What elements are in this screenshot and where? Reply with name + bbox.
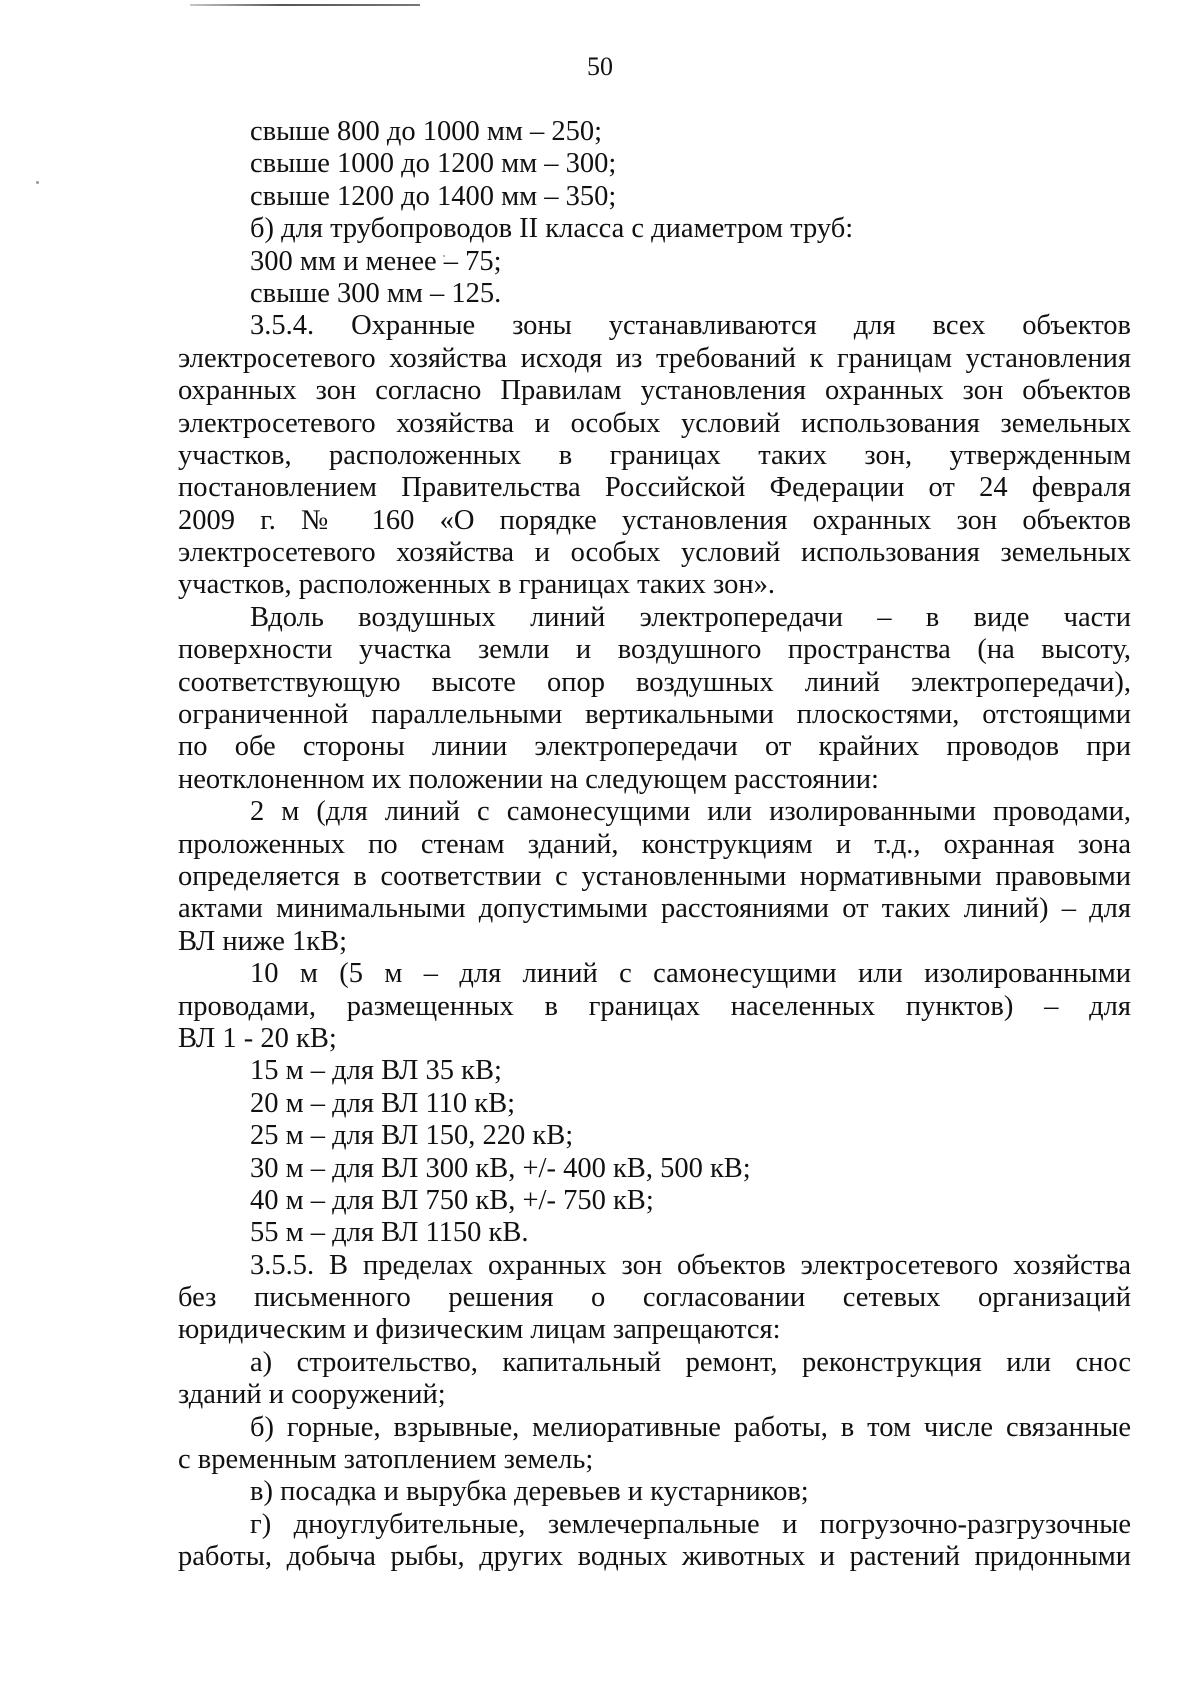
scan-top-edge-line [190, 4, 420, 6]
text-line: 30 м – для ВЛ 300 кВ, +/- 400 кВ, 500 кВ; [250, 1152, 751, 1184]
text-line: 10 м (5 м – для линий с самонесущими или изолированными [250, 958, 1131, 990]
text-line: электросетевого хозяйства исходя из требований к границам установления [178, 342, 1131, 374]
page-number: 50 [587, 52, 613, 81]
text-line: а) строительство, капитальный ремонт, реконструкция или снос [250, 1346, 1131, 1378]
text-line: г) дноуглубительные, землечерпальные и погрузочно-разгрузочные [250, 1508, 1131, 1540]
text-line: юридическим и физическим лицам запрещаются: [178, 1314, 781, 1346]
text-line: ВЛ ниже 1кВ; [178, 925, 347, 957]
text-line: б) для трубопроводов II класса с диаметром труб: [250, 213, 854, 245]
text-line: неотклоненном их положении на следующем расстоянии: [178, 763, 879, 795]
document-body [178, 116, 1131, 1574]
text-line: электросетевого хозяйства и особых условий использования земельных [178, 537, 1131, 569]
text-line: Вдоль воздушных линий электропередачи – в виде части [250, 601, 1131, 633]
text-line: 2009 г. № 160 «О порядке установления охранных зон объектов [178, 504, 1131, 536]
text-line: без письменного решения о согласовании сетевых организаций [178, 1282, 1131, 1314]
text-line: зданий и сооружений; [178, 1379, 446, 1411]
text-line: ограниченной параллельными вертикальными плоскостями, отстоящими [178, 699, 1131, 731]
text-line: соответствующую высоте опор воздушных линий электропередачи), [178, 666, 1131, 698]
text-line: электросетевого хозяйства и особых условий использования земельных [178, 407, 1131, 439]
text-line: 25 м – для ВЛ 150, 220 кВ; [250, 1120, 574, 1152]
text-line: 40 м – для ВЛ 750 кВ, +/- 750 кВ; [250, 1184, 654, 1216]
text-line: свыше 1200 до 1400 мм – 350; [250, 180, 617, 212]
text-line: свыше 300 мм – 125. [250, 277, 502, 309]
text-line: 3.5.5. В пределах охранных зон объектов электросетевого хозяйства [250, 1249, 1131, 1281]
text-line: 2 м (для линий с самонесущими или изолированными проводами, [250, 796, 1131, 828]
scan-speck [36, 181, 39, 184]
text-line: по обе стороны линии электропередачи от крайних проводов при [178, 731, 1131, 763]
text-line: свыше 1000 до 1200 мм – 300; [250, 148, 617, 180]
text-line: 20 м – для ВЛ 110 кВ; [250, 1087, 516, 1119]
text-line: актами минимальными допустимыми расстояниями от таких линий) – для [178, 893, 1131, 925]
text-line: в) посадка и вырубка деревьев и кустарников; [250, 1476, 809, 1508]
text-line: определяется в соответствии с установленными нормативными правовыми [178, 860, 1131, 892]
text-line: участков, расположенных в границах таких зон». [178, 569, 775, 601]
text-line: с временным затоплением земель; [178, 1444, 594, 1476]
text-line: охранных зон согласно Правилам установления охранных зон объектов [178, 375, 1131, 407]
text-line: поверхности участка земли и воздушного пространства (на высоту, [178, 634, 1131, 666]
text-line: б) горные, взрывные, мелиоративные работы, в том числе связанные [250, 1411, 1131, 1443]
text-line: 55 м – для ВЛ 1150 кВ. [250, 1217, 529, 1249]
text-line: работы, добыча рыбы, других водных животных и растений придонными [178, 1541, 1131, 1573]
text-line: 15 м – для ВЛ 35 кВ; [250, 1055, 502, 1087]
text-line: проложенных по стенам зданий, конструкциям и т.д., охранная зона [178, 828, 1131, 860]
text-line: ВЛ 1 - 20 кВ; [178, 1022, 337, 1054]
text-line: 3.5.4. Охранные зоны устанавливаются для всех объектов [250, 310, 1131, 342]
text-line: постановлением Правительства Российской Федерации от 24 февраля [178, 472, 1131, 504]
text-line: проводами, размещенных в границах населенных пунктов) – для [178, 990, 1131, 1022]
text-line: свыше 800 до 1000 мм – 250; [250, 116, 603, 147]
text-line: 300 мм и менее – 75; [250, 245, 502, 277]
text-line: участков, расположенных в границах таких зон, утвержденным [178, 439, 1131, 471]
